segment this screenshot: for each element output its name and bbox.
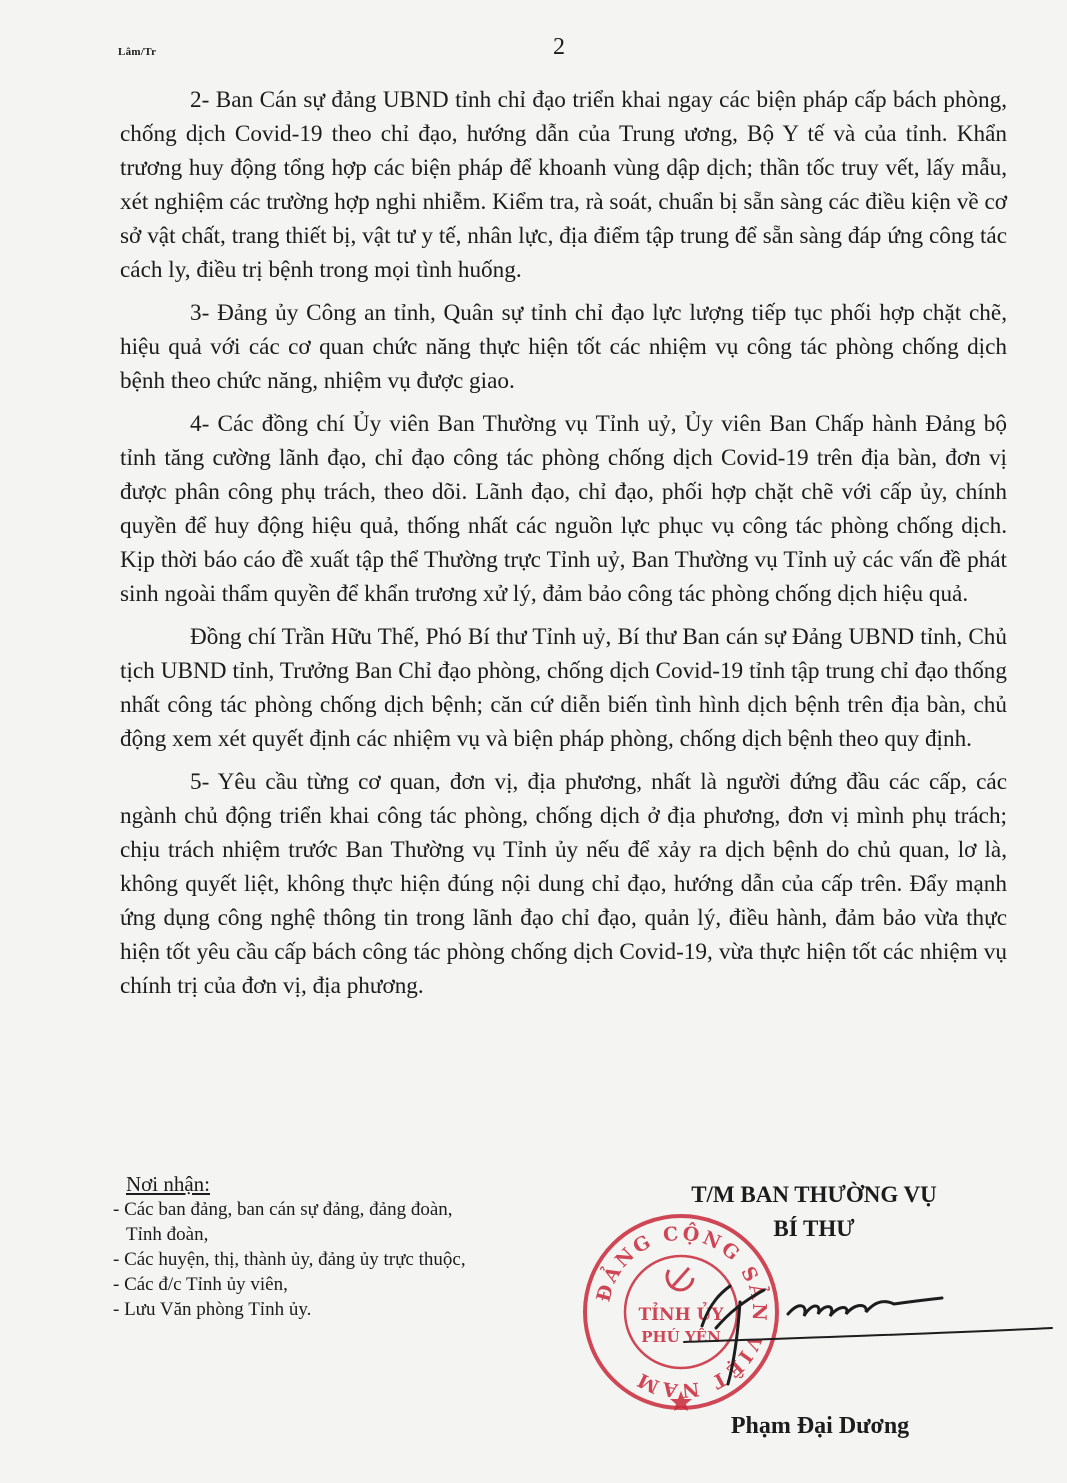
page-number: 2 — [553, 34, 565, 60]
paragraph-item-5: 5- Yêu cầu từng cơ quan, đơn vị, địa phương, nhất là người đứng đầu các cấp, các ngành chủ động triển khai công tác phòng, chống dịch ở địa phương, đơn vị mình phụ trách; chịu trách nhiệm trước Ban Thường vụ Tỉnh ủy nếu để xảy ra dịch bệnh do chủ quan, lơ là, không quyết liệt, không thực hiện đúng nội dung chỉ đạo, hướng dẫn của cấp trên. Đẩy mạnh ứng dụng công nghệ thông tin trong lãnh đạo chỉ đạo, quản lý, điều hành, đảm bảo vừa thực hiện tốt yêu cầu cấp bách công tác phòng chống dịch Covid-19, vừa thực hiện tốt các nhiệm vụ chính trị của đơn vị, địa phương. — [120, 769, 1007, 999]
recipients-block — [113, 1172, 573, 1322]
paragraph-item-2: 2- Ban Cán sự đảng UBND tỉnh chỉ đạo triển khai ngay các biện pháp cấp bách phòng, chống dịch Covid-19 theo chỉ đạo, hướng dẫn của Trung ương, Bộ Y tế và của tỉnh. Khẩn trương huy động tổng hợp các biện pháp để khoanh vùng dập dịch; thần tốc truy vết, lấy mẫu, xét nghiệm các trường hợp nghi nhiễm. Kiểm tra, rà soát, chuẩn bị sẵn sàng các điều kiện về cơ sở vật chất, trang thiết bị, vật tư y tế, nhân lực, địa điểm tập trung để sẵn sàng đáp ứng công tác cách ly, điều trị bệnh trong mọi tình huống. — [120, 87, 1007, 283]
recipient-item: Tỉnh đoàn, — [126, 1224, 209, 1245]
author-initials: Lâm/Tr — [118, 46, 157, 58]
recipient-item: - Lưu Văn phòng Tỉnh ủy. — [113, 1299, 312, 1320]
paragraph-item-4: 4- Các đồng chí Ủy viên Ban Thường vụ Tỉnh uỷ, Ủy viên Ban Chấp hành Đảng bộ tỉnh tăng cường lãnh đạo, chỉ đạo công tác phòng chống dịch Covid-19 trên địa bàn, đơn vị được phân công phụ trách, theo dõi. Lãnh đạo, chỉ đạo, phối hợp chặt chẽ với cấp ủy, chính quyền để huy động hiệu quả, thống nhất các nguồn lực phục vụ công tác phòng chống dịch. Kịp thời báo cáo đề xuất tập thể Thường trực Tỉnh uỷ, Ban Thường vụ Tỉnh uỷ các vấn đề phát sinh ngoài thẩm quyền để khẩn trương xử lý, đảm bảo công tác phòng chống dịch hiệu quả. — [120, 411, 1007, 607]
recipient-item: - Các huyện, thị, thành ủy, đảng ủy trực thuộc, — [113, 1249, 466, 1270]
seal-center-line1: TỈNH ỦY — [638, 1305, 724, 1325]
handwritten-signature — [680, 1262, 1060, 1412]
document-body — [120, 83, 1007, 1012]
recipient-item: - Các đ/c Tỉnh ủy viên, — [113, 1274, 288, 1295]
paragraph-item-3: 3- Đảng ủy Công an tỉnh, Quân sự tỉnh chỉ đạo lực lượng tiếp tục phối hợp chặt chẽ, hiệu quả với các cơ quan chức năng thực hiện tốt các nhiệm vụ công tác phòng chống dịch bệnh theo chức năng, nhiệm vụ được giao. — [120, 300, 1007, 394]
seal-ring-text: ĐẢNG CỘNG SẢN VIỆT NAM — [592, 1222, 771, 1402]
seal-center-line2: PHÚ YÊN — [641, 1328, 721, 1346]
signature-on-behalf: T/M BAN THƯỜNG VỤ — [691, 1182, 937, 1207]
recipient-item: - Các ban đảng, ban cán sự đảng, đảng đoàn, — [113, 1199, 453, 1220]
signature-title: BÍ THƯ — [773, 1216, 855, 1241]
signer-name: Phạm Đại Dương — [730, 1413, 910, 1439]
paragraph-lead-assignment: Đồng chí Trần Hữu Thế, Phó Bí thư Tỉnh uỷ, Bí thư Ban cán sự Đảng UBND tỉnh, Chủ tịch UBND tỉnh, Trưởng Ban Chỉ đạo phòng, chống dịch Covid-19 tỉnh tập trung chỉ đạo thống nhất công tác phòng chống dịch bệnh; căn cứ diễn biến tình hình dịch bệnh trên địa bàn, chủ động xem xét quyết định các nhiệm vụ và biện pháp phòng, chống dịch bệnh theo quy định. — [120, 624, 1007, 752]
recipients-title: Nơi nhận: — [126, 1172, 211, 1196]
